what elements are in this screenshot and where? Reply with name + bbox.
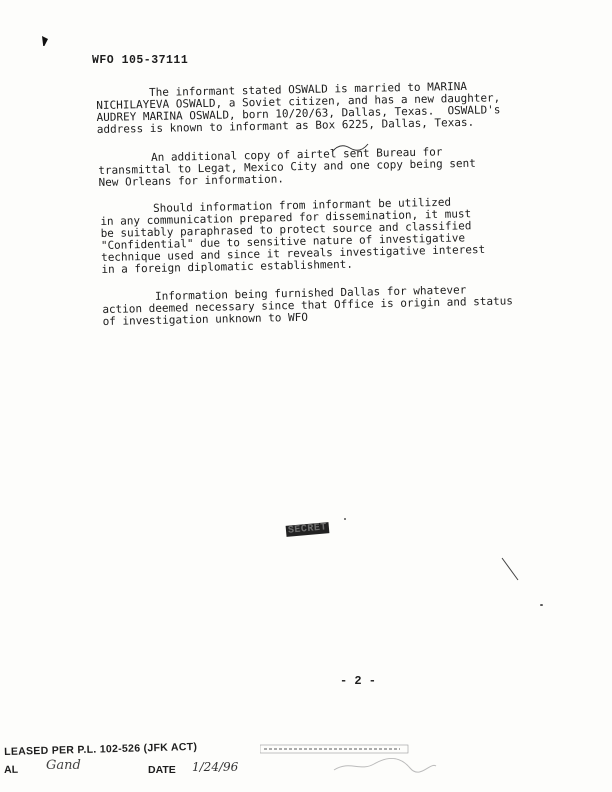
date-value: 1/24/96 [192,760,239,774]
agency-initials: AL [4,763,19,776]
classification-stamp: SECRET [287,522,328,537]
bottom-scribble [330,752,440,776]
corner-mark-icon [42,36,48,46]
file-number: WFO 105-37111 [92,54,189,67]
paragraph-1: The informant stated OSWALD is married to MARINA NICHILAYEVA OSWALD, a Soviet citizen, and has a new daughter, AUDREY MARINA OSWALD, born 10/20/63, Dallas, Texas. OSWALD's address is known to informant as Box 6225, Dallas, Texas. [95,79,501,136]
speck [344,518,346,520]
stray-mark [500,556,520,582]
paragraph-3: Should information from informant be utilized in any communication prepared for dissemination, it must be suitably paraphrased to protect source and classified "Confidential" due to sensitive nature of investigative technique used and since it reveals investigative interest in a foreign diplomatic establishment. [99,195,486,276]
release-line: LEASED PER P.L. 102-526 (JFK ACT) [4,740,198,758]
release-stamp [0,738,612,792]
handwritten-annotation [330,138,370,158]
speck [540,604,543,606]
signature: Gand [46,758,81,773]
date-label: DATE [148,764,176,776]
paragraph-2: An additional copy of airtel sent Bureau for transmittal to Legat, Mexico City and one copy being sent New Orleans for information. [97,145,476,189]
page-number: - 2 - [340,674,377,688]
paragraph-4: Information being furnished Dallas for whatever action deemed necessary since that Office is origin and status of investigation unknown to WFO [101,283,514,328]
